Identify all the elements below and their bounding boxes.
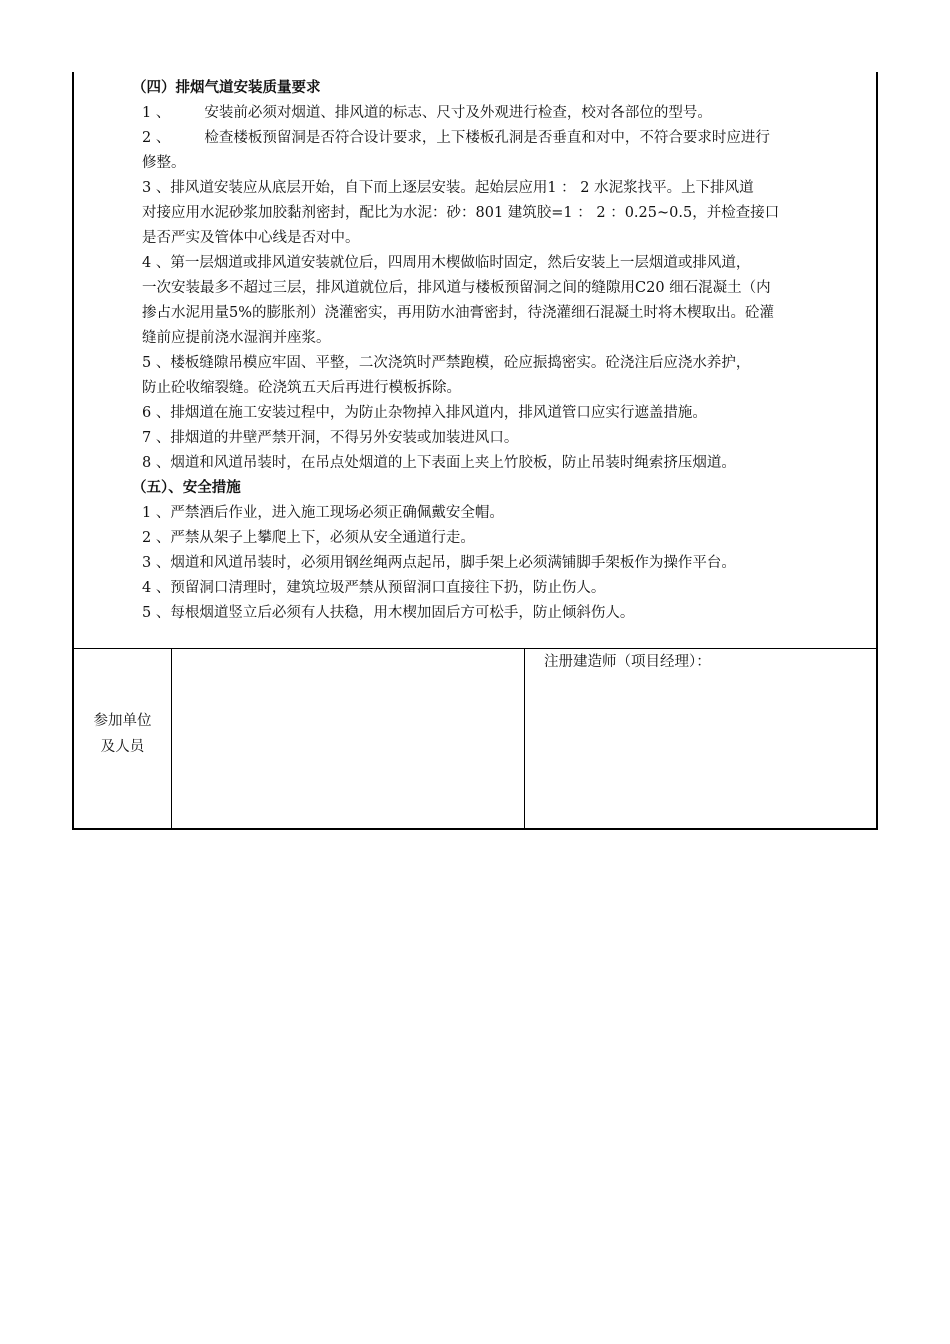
item-5-3 xyxy=(142,553,736,573)
item-4-4 xyxy=(142,253,750,273)
column-divider xyxy=(171,648,172,828)
item-number: 5 、 xyxy=(142,605,171,621)
item-4-7 xyxy=(142,428,518,448)
item-number: 6 、 xyxy=(142,405,171,421)
item-text-cont: 掺占水泥用量5%的膨胀剂）浇灌密实，再用防水油膏密封，待浇灌细石混凝土时将木楔取出。砼灌 xyxy=(142,305,774,321)
item-text: 烟道和风道吊装时，必须用钢丝绳两点起吊，脚手架上必须满铺脚手架板作为操作平台。 xyxy=(170,555,736,571)
item-number: 3 、 xyxy=(142,180,171,196)
item-4-2 xyxy=(142,128,770,148)
document-table xyxy=(72,72,878,830)
participants-label-line2: 及人员 xyxy=(100,739,145,755)
item-number: 7 、 xyxy=(142,430,171,446)
column-divider xyxy=(524,648,525,828)
participants-label xyxy=(74,708,171,760)
item-text-cont: 缝前应提前浇水湿润并座浆。 xyxy=(142,330,331,346)
item-number: 3 、 xyxy=(142,555,171,571)
item-number: 8 、 xyxy=(142,455,171,471)
item-4-5 xyxy=(142,353,750,373)
item-4-1 xyxy=(142,103,712,123)
item-number: 2 、 xyxy=(142,130,171,146)
item-4-8 xyxy=(142,453,736,473)
item-text: 每根烟道竖立后必须有人扶稳，用木楔加固后方可松手，防止倾斜伤人。 xyxy=(170,605,635,621)
item-text: 烟道和风道吊装时，在吊点处烟道的上下表面上夹上竹胶板，防止吊装时绳索挤压烟道。 xyxy=(170,455,736,471)
item-text: 严禁酒后作业，进入施工现场必须正确佩戴安全帽。 xyxy=(170,505,504,521)
item-text: 第一层烟道或排风道安装就位后，四周用木楔做临时固定，然后安装上一层烟道或排风道， xyxy=(170,255,751,271)
item-5-5 xyxy=(142,603,634,623)
participants-label-line1: 参加单位 xyxy=(93,713,152,729)
item-number: 4 、 xyxy=(142,255,171,271)
content-cell xyxy=(74,72,876,648)
item-text-cont: 修整。 xyxy=(142,155,186,171)
project-manager-label: 注册建造师（项目经理）： xyxy=(544,654,711,670)
item-number: 2 、 xyxy=(142,530,171,546)
item-5-2 xyxy=(142,528,475,548)
item-text: 排烟道的井壁严禁开洞，不得另外安装或加装进风口。 xyxy=(170,430,519,446)
item-text-cont: 是否严实及管体中心线是否对中。 xyxy=(142,230,360,246)
item-text-cont: 一次安装最多不超过三层，排风道就位后，排风道与楼板预留洞之间的缝隙用C20 细石混凝土（内 xyxy=(142,280,771,296)
item-text: 严禁从架子上攀爬上下，必须从安全通道行走。 xyxy=(170,530,475,546)
item-text: 检查楼板预留洞是否符合设计要求，上下楼板孔洞是否垂直和对中，不符合要求时应进行 xyxy=(204,130,770,146)
item-4-6 xyxy=(142,403,707,423)
item-text: 排烟道在施工安装过程中，为防止杂物掉入排风道内，排风道管口应实行遮盖措施。 xyxy=(170,405,707,421)
section5-heading: （五）、安全措施 xyxy=(132,479,241,496)
item-5-1 xyxy=(142,503,504,523)
row-divider xyxy=(74,648,876,649)
item-number: 4 、 xyxy=(142,580,171,596)
item-number: 1 、 xyxy=(142,505,171,521)
item-text-cont: 防止砼收缩裂缝。砼浇筑五天后再进行模板拆除。 xyxy=(142,380,461,396)
item-number: 1 、 xyxy=(142,105,171,121)
item-5-4 xyxy=(142,578,605,598)
item-text: 预留洞口清理时，建筑垃圾严禁从预留洞口直接往下扔，防止伤人。 xyxy=(170,580,606,596)
participants-cell xyxy=(173,650,522,826)
item-text: 排风道安装应从底层开始，自下而上逐层安装。起始层应用1 ： 2 水泥浆找平。上下排风道 xyxy=(170,180,754,196)
item-number: 5 、 xyxy=(142,355,171,371)
item-4-3 xyxy=(142,178,754,198)
item-text-cont: 对接应用水泥砂浆加胶黏剂密封，配比为水泥：砂：801 建筑胶=1 ： 2 ：0.25~0.5，并检查接口 xyxy=(142,205,780,221)
section4-heading: （四）排烟气道安装质量要求 xyxy=(132,79,321,96)
item-text: 安装前必须对烟道、排风道的标志、尺寸及外观进行检查，校对各部位的型号。 xyxy=(204,105,712,121)
item-text: 楼板缝隙吊模应牢固、平整，二次浇筑时严禁跑模，砼应振捣密实。砼浇注后应浇水养护， xyxy=(170,355,751,371)
